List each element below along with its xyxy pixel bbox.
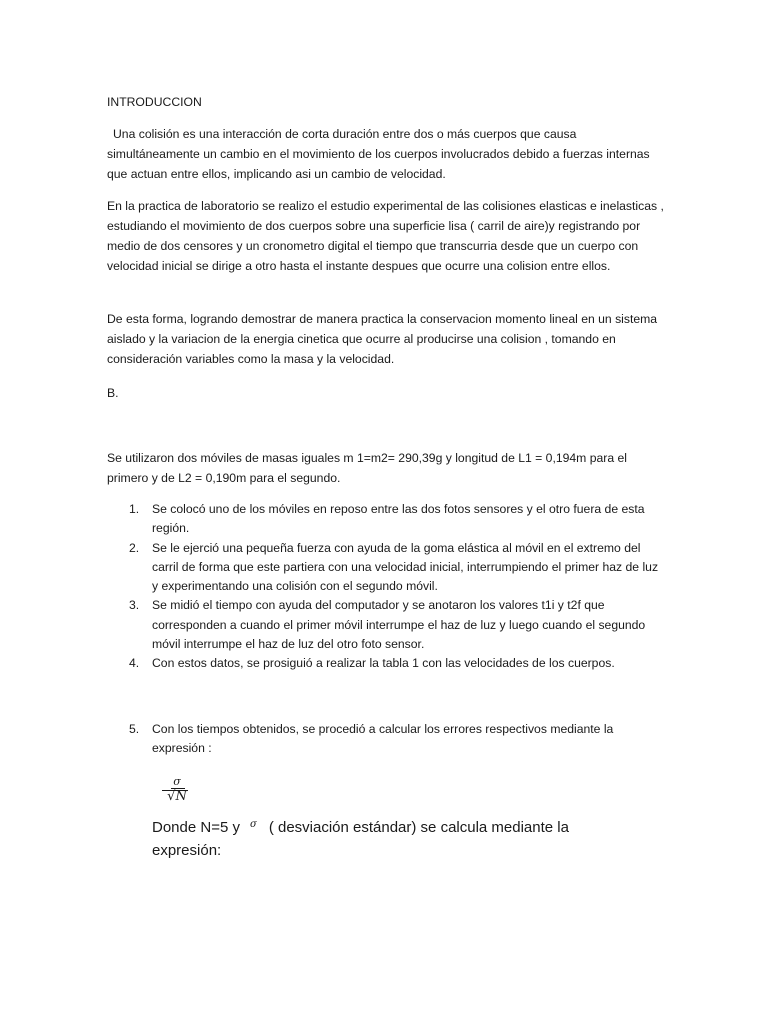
paragraph-text: En la practica de laboratorio se realizo el estudio experimental de las colisiones elasticas e inelasticas , estudiando el movimiento de dos cuerpos sobre una superficie lisa ( carril de aire)y registrando por medio de dos censores y un cronometro digital el tiempo que transcurria desde que un cuerpo con velocidad inicial se dirige a otro hasta el instante despues que ocurre una colision entre ellos.: [107, 199, 664, 273]
sqrt-symbol: √: [167, 789, 176, 804]
intro-paragraph-2: [107, 196, 667, 276]
list-item: [107, 654, 667, 673]
list-item: [107, 539, 667, 597]
fraction-line: [162, 790, 188, 791]
intro-paragraph-1: [107, 124, 667, 184]
closing-line-1: [152, 812, 652, 841]
closing-text-end: ( desviación estándar) se calcula mediante la: [268, 819, 569, 836]
list-item-text: Se le ejerció una pequeña fuerza con ayuda de la goma elástica al móvil en el extremo del carril de forma que este partiera con una velocidad inicial, interrumpiendo el primer haz de luz y experimentando una colisión con el segundo móvil.: [152, 540, 659, 594]
sigma-symbol: σ: [249, 819, 257, 830]
list-item-text: Con estos datos, se prosiguió a realizar la tabla 1 con las velocidades de los cuerpos.: [152, 656, 615, 671]
list-item: [107, 500, 667, 539]
closing-text-start: Donde N=5 y: [152, 819, 240, 836]
list-item: [107, 596, 667, 654]
list-number: 4.: [129, 656, 140, 671]
list-number: 5.: [129, 722, 140, 736]
materials-paragraph: [107, 448, 667, 488]
list-item-text: Con los tiempos obtenidos, se procedió a calcular los errores respectivos mediante la expresión :: [152, 722, 614, 756]
paragraph-text: Una colisión es una interacción de corta duración entre dos o más cuerpos que causa simultáneamente un cambio en el movimiento de los cuerpos involucrados debido a fuerzas internas que actuan entre ellos, implicando asi un cambio de velocidad.: [107, 127, 650, 181]
section-label-b: B.: [107, 386, 119, 400]
formula-denominator: [162, 789, 192, 805]
list-number: 1.: [129, 502, 140, 516]
list-number: 3.: [129, 598, 140, 613]
list-item-text: Se colocó uno de los móviles en reposo entre las dos fotos sensores y el otro fuera de esta región.: [152, 502, 645, 536]
list-item: [107, 720, 667, 759]
intro-paragraph-3: [107, 309, 667, 369]
formula-numerator: σ: [173, 775, 181, 788]
list-item-text: Se midió el tiempo con ayuda del computador y se anotaron los valores t1i y t2f que corresponden a cuando el primer móvil interrumpe el haz de luz y luego cuando el segundo móvil interrumpe el haz de luz del otro foto sensor.: [152, 598, 646, 652]
closing-line-2: expresión:: [152, 842, 222, 859]
section-heading: INTRODUCCION: [107, 95, 202, 109]
list-number: 2.: [129, 540, 140, 555]
paragraph-text: Se utilizaron dos móviles de masas iguales m 1=m2= 290,39g y longitud de L1 = 0,194m para el primero y de L2 = 0,190m para el segundo.: [107, 451, 627, 485]
procedure-list-continued: [107, 720, 667, 759]
sqrt-bar: [171, 788, 185, 789]
formula-n: N: [175, 789, 187, 804]
paragraph-text: De esta forma, logrando demostrar de manera practica la conservacion momento lineal en un sistema aislado y la variacion de la energia cinetica que ocurre al producirse una colision , tomando en consideración variables como la masa y la velocidad.: [107, 312, 658, 366]
procedure-list: [107, 500, 667, 674]
